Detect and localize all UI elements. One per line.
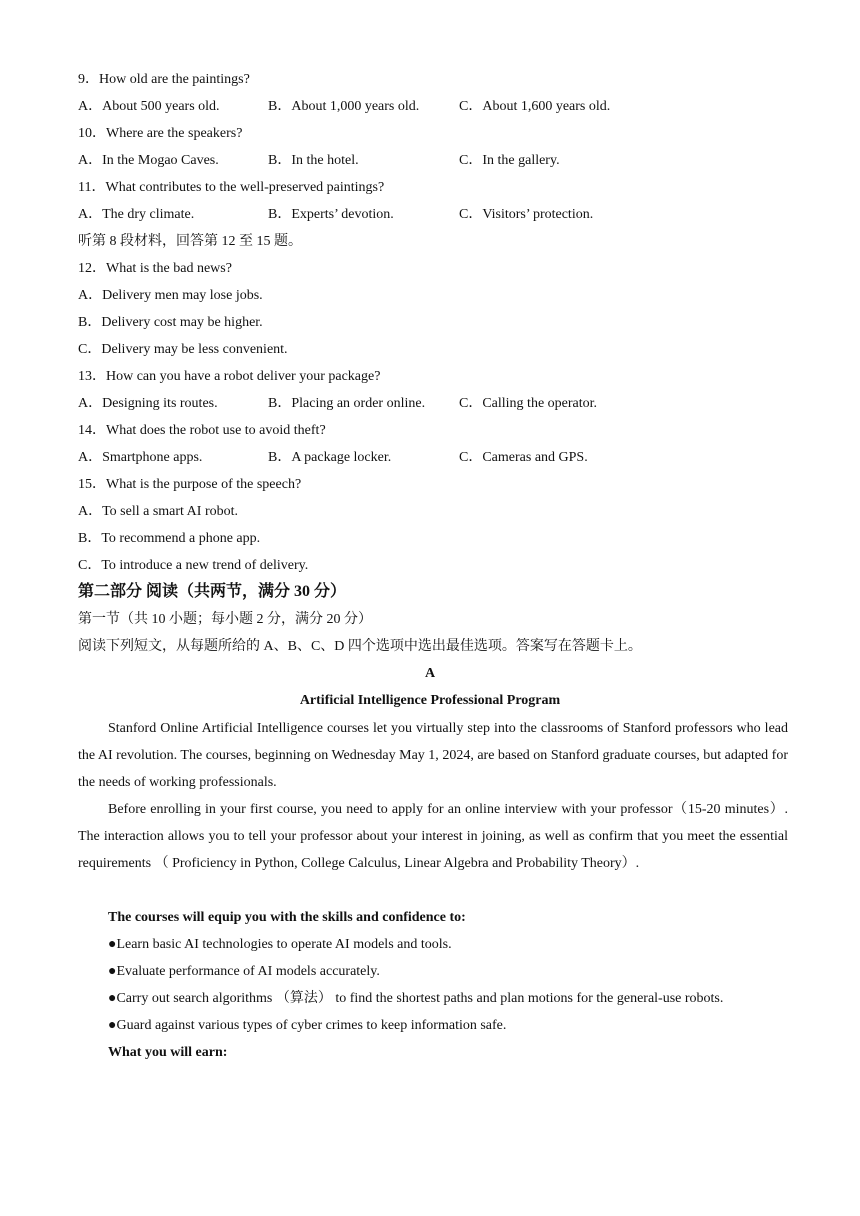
q9-option-a: A．About 500 years old. xyxy=(78,99,220,114)
earn-heading: What you will earn: xyxy=(108,1045,228,1060)
question-14: 14．What does the robot use to avoid theft? xyxy=(78,423,326,438)
q9-option-c: C．About 1,600 years old. xyxy=(459,99,611,114)
paragraph-1-text: Stanford Online Artificial Intelligence courses let you virtually step into the classrooms of Stanford professors who lead the AI revolution. The courses, beginning on Wednesday May 1, 2024, are based on Stanford graduate courses, but adapted for the needs of working professionals. xyxy=(78,721,788,790)
paragraph-2 xyxy=(78,796,788,877)
part2-title: 第二部分 阅读（共两节，满分 30 分） xyxy=(78,583,347,600)
question-12: 12．What is the bad news? xyxy=(78,261,232,276)
q11-option-a: A．The dry climate. xyxy=(78,207,195,222)
q13-option-a: A．Designing its routes. xyxy=(78,396,218,411)
bullet-item: ●Evaluate performance of AI models accurately. xyxy=(108,964,380,979)
question-15: 15．What is the purpose of the speech? xyxy=(78,477,302,492)
passage-title: Artificial Intelligence Professional Program xyxy=(299,693,561,708)
skills-heading: The courses will equip you with the skills and confidence to: xyxy=(108,910,466,925)
q14-option-a: A．Smartphone apps. xyxy=(78,450,203,465)
q10-option-c: C．In the gallery. xyxy=(459,153,560,168)
q13-option-b: B．Placing an order online. xyxy=(268,396,426,411)
paragraph-2-text: Before enrolling in your first course, you need to apply for an online interview with your professor（15-20 minutes）. The interaction allows you to tell your professor about your interest in joining, as well as confirm that you meet the essential requirements （ Proficiency in Python, College Calculus, Linear Algebra and Probability Theory）. xyxy=(78,802,788,871)
q15-option-c: C．To introduce a new trend of delivery. xyxy=(78,558,309,573)
q12-option-b: B．Delivery cost may be higher. xyxy=(78,315,263,330)
q9-option-b: B．About 1,000 years old. xyxy=(268,99,420,114)
passage-letter: A xyxy=(424,666,436,681)
q11-option-c: C．Visitors’ protection. xyxy=(459,207,594,222)
q12-option-a: A．Delivery men may lose jobs. xyxy=(78,288,263,303)
q10-option-a: A．In the Mogao Caves. xyxy=(78,153,219,168)
q11-option-b: B．Experts’ devotion. xyxy=(268,207,394,222)
bullet-item: ●Carry out search algorithms （算法） to find the shortest paths and plan motions for the general-use robots. xyxy=(108,991,724,1006)
q13-option-c: C．Calling the operator. xyxy=(459,396,598,411)
question-9: 9．How old are the paintings? xyxy=(78,72,250,87)
bullet-item: ●Guard against various types of cyber crimes to keep information safe. xyxy=(108,1018,507,1033)
q15-option-b: B．To recommend a phone app. xyxy=(78,531,261,546)
question-11: 11．What contributes to the well-preserved paintings? xyxy=(78,180,385,195)
q10-option-b: B．In the hotel. xyxy=(268,153,359,168)
q15-option-a: A．To sell a smart AI robot. xyxy=(78,504,238,519)
paragraph-1 xyxy=(78,715,788,796)
q14-option-b: B．A package locker. xyxy=(268,450,392,465)
q12-option-c: C．Delivery may be less convenient. xyxy=(78,342,288,357)
question-13: 13．How can you have a robot deliver your package? xyxy=(78,369,381,384)
section1-title: 第一节（共 10 小题；每小题 2 分，满分 20 分） xyxy=(78,612,372,627)
bullet-item: ●Learn basic AI technologies to operate AI models and tools. xyxy=(108,937,452,952)
reading-instruction: 阅读下列短文，从每题所给的 A、B、C、D 四个选项中选出最佳选项。答案写在答题卡上。 xyxy=(78,639,642,654)
q14-option-c: C．Cameras and GPS. xyxy=(459,450,588,465)
question-10: 10．Where are the speakers? xyxy=(78,126,243,141)
listening-instruction: 听第 8 段材料，回答第 12 至 15 题。 xyxy=(78,234,302,249)
